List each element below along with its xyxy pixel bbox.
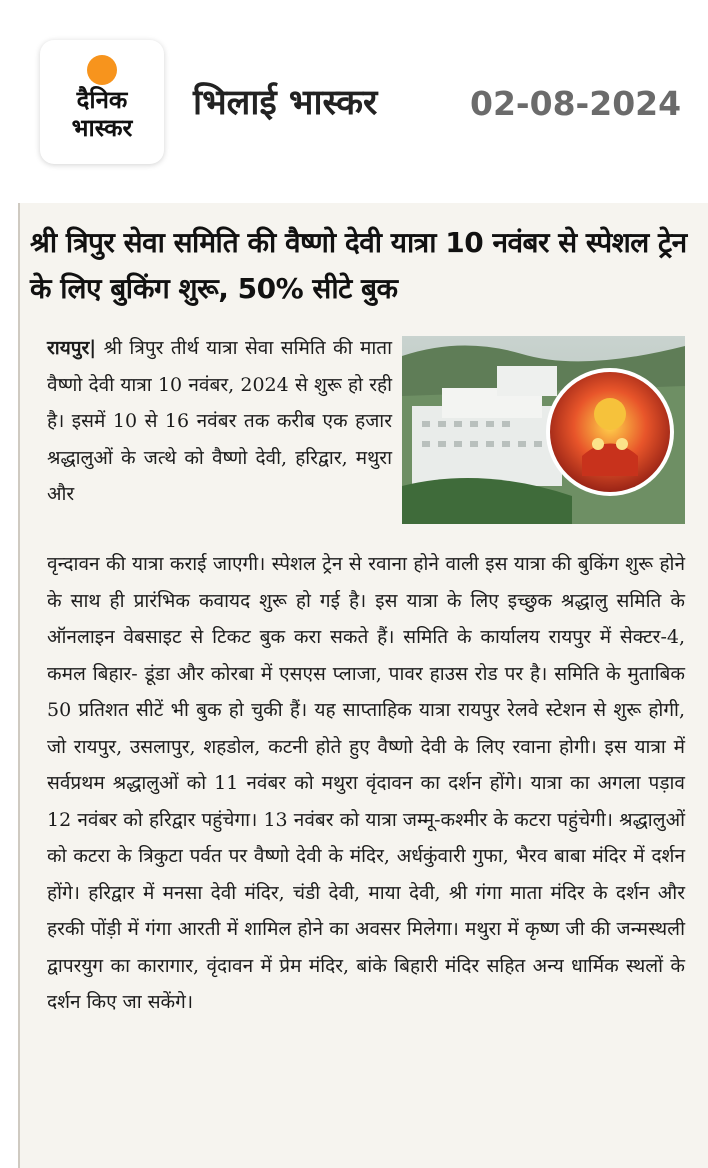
article-lead-paragraph [47,330,392,513]
vaishno-devi-photo [402,336,685,524]
dainik-bhaskar-logo[interactable] [40,40,164,164]
article-dateline: रायपुर| [47,337,97,359]
logo-text-line2: भास्कर [71,114,133,142]
sun-icon [87,55,117,85]
logo-text-line1: दैनिक [76,86,128,114]
article-lead-text: श्री त्रिपुर तीर्थ यात्रा सेवा समिति की माता वैष्णो देवी यात्रा 10 नवंबर, 2024 से शुरू हो रही है। इसमें 10 से 16 नवंबर तक करीब एक हजार श्रद्धालुओं के जत्थे को वैष्णो देवी, हरिद्वार, मथुरा और [47,337,392,505]
article-headline: श्री त्रिपुर सेवा समिति की वैष्णो देवी यात्रा 10 नवंबर से स्पेशल ट्रेन के लिए बुकिंग शुरू, 50% सीटे बुक [30,226,687,305]
article-body-paragraph: वृन्दावन की यात्रा कराई जाएगी। स्पेशल ट्रेन से रवाना होने वाली इस यात्रा की बुकिंग शुरू होने के साथ ही प्रारंभिक कवायद शुरू हो गई है। इस यात्रा के लिए इच्छुक श्रद्धालु समिति के ऑनलाइन वेबसाइट से टिकट बुक करा सकते हैं। समिति के कार्यालय रायपुर में सेक्टर-4, कमल बिहार- डूंडा और कोरबा में एसएस प्लाजा, पावर हाउस रोड पर है। समिति के मुताबिक 50 प्रतिशत सीटें भी बुक हो चुकी हैं। यह साप्ताहिक यात्रा रायपुर रेलवे स्टेशन से शुरू होगी, जो रायपुर, उसलापुर, शहडोल, कटनी होते हुए वैष्णो देवी के लिए रवाना होगी। इस यात्रा में सर्वप्रथम श्रद्धालुओं को 11 नवंबर को मथुरा वृंदावन का दर्शन होंगे। यात्रा का अगला पड़ाव 12 नवंबर को हरिद्वार पहुंचेगा। 13 नवंबर को यात्रा जम्मू-कश्मीर के कटरा पहुंचेगी। श्रद्धालुओं को कटरा के त्रिकुटा पर्वत पर वैष्णो देवी के मंदिर, अर्धकुंवारी गुफा, भैरव बाबा मंदिर में दर्शन होंगे। हरिद्वार में मनसा देवी मंदिर, चंडी देवी, माया देवी, श्री गंगा माता मंदिर के दर्शन और हरकी पोंड़ी में गंगा आरती में शामिल होने का अवसर मिलेगा। मथुरा में कृष्ण जी की जन्मस्थली द्वापरयुग का कारागार, वृंदावन में प्रेम मंदिर, बांके बिहारी मंदिर सहित अन्य धार्मिक स्थलों के दर्शन किए जा सकेंगे। [47,553,685,1013]
edition-title: भिलाई भास्कर [193,83,378,123]
header-bar [0,0,708,190]
edition-date: 02-08-2024 [470,84,682,123]
